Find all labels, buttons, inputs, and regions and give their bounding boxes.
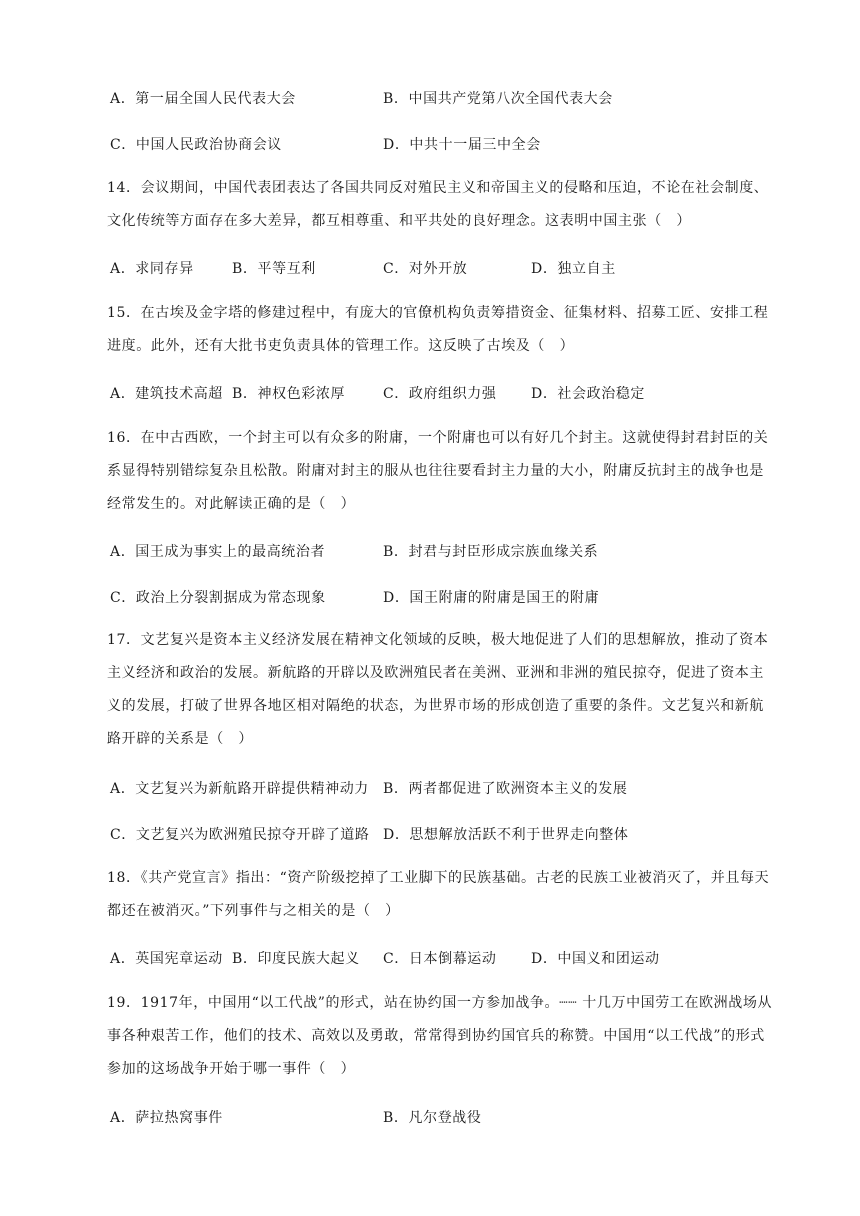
q16-option-c[interactable]: C．政治上分裂割据成为常态现象 [110,590,326,606]
q16-option-d[interactable]: D．国王附庸的附庸是国王的附庸 [383,590,600,606]
q17-option-b[interactable]: B．两者都促进了欧洲资本主义的发展 [383,781,628,797]
q15-option-a[interactable]: A．建筑技术高超 [110,386,223,402]
q16-option-b[interactable]: B．封君与封臣形成宗族血缘关系 [383,544,599,560]
q14-option-c[interactable]: C．对外开放 [383,261,468,277]
q15-option-c[interactable]: C．政府组织力强 [383,386,497,402]
q19-option-b[interactable]: B．凡尔登战役 [383,1110,482,1126]
q16-option-a[interactable]: A．国王成为事实上的最高统治者 [110,544,326,560]
q16-options-row2 [110,587,790,609]
q18-option-d[interactable]: D．中国义和团运动 [531,951,660,967]
q13-option-b[interactable]: B．中国共产党第八次全国代表大会 [383,91,613,107]
q19-option-a[interactable]: A．萨拉热窝事件 [110,1110,223,1126]
q18-option-b[interactable]: B．印度民族大起义 [232,951,360,967]
q17-option-c[interactable]: C．文艺复兴为欧洲殖民掠夺开辟了道路 [110,827,370,843]
q13-options-row2 [110,134,790,156]
q13-options [110,88,790,110]
q15-stem: 15．在古埃及金字塔的修建过程中，有庞大的官僚机构负责筹措资金、征集材料、招募工匠、安排工程进度。此外，还有大批书吏负责具体的管理工作。这反映了古埃及（ ） [107,305,769,354]
q13-option-d[interactable]: D．中共十一届三中全会 [383,137,541,153]
q15-option-d[interactable]: D．社会政治稳定 [531,386,646,402]
q14-option-d[interactable]: D．独立自主 [531,261,616,277]
q17-stem: 17．文艺复兴是资本主义经济发展在精神文化领域的反映，极大地促进了人们的思想解放，推动了资本主义经济和政治的发展。新航路的开辟以及欧洲殖民者在美洲、亚洲和非洲的殖民掠夺，促进了资本主义的发展，打破了世界各地区相对隔绝的状态，为世界市场的形成创造了重要的条件。文艺复兴和新航路开辟的关系是（ ） [107,632,769,747]
q13-option-c[interactable]: C．中国人民政治协商会议 [110,137,282,153]
q17-options [110,778,790,800]
q15-option-b[interactable]: B．神权色彩浓厚 [232,386,346,402]
q17-options-row2 [110,824,790,846]
q18-option-a[interactable]: A．英国宪章运动 [110,951,223,967]
q18-option-c[interactable]: C．日本倒幕运动 [383,951,497,967]
q13-option-a[interactable]: A．第一届全国人民代表大会 [110,91,296,107]
q14-option-b[interactable]: B．平等互利 [232,261,316,277]
q17-option-a[interactable]: A．文艺复兴为新航路开辟提供精神动力 [110,781,369,797]
q16-options [110,541,790,563]
q18-stem: 18．《共产党宣言》指出：“资产阶级挖掉了工业脚下的民族基础。古老的民族工业被消灭了，并且每天都还在被消灭。”下列事件与之相关的是（ ） [107,870,770,919]
q19-options [110,1107,790,1129]
q14-stem: 14．会议期间，中国代表团表达了各国共同反对殖民主义和帝国主义的侵略和压迫，不论在社会制度、文化传统等方面存在多大差异，都互相尊重、和平共处的良好理念。这表明中国主张（ ） [107,180,769,229]
q15-options [110,383,790,405]
q16-stem: 16．在中古西欧，一个封主可以有众多的附庸，一个附庸也可以有好几个封主。这就使得封君封臣的关系显得特别错综复杂且松散。附庸对封主的服从也往往要看封主力量的大小，附庸反抗封主的战争也是经常发生的。对此解读正确的是（ ） [107,430,769,512]
q14-options [110,258,790,280]
q14-option-a[interactable]: A．求同存异 [110,261,194,277]
q17-option-d[interactable]: D．思想解放活跃不利于世界走向整体 [383,827,629,843]
q18-options [110,948,790,970]
q19-stem: 19．1917年，中国用“以工代战”的形式，站在协约国一方参加战争。┈┈ 十几万中国劳工在欧洲战场从事各种艰苦工作，他们的技术、高效以及勇敢，常常得到协约国官兵的称赞。中国用“以工代战”的形式参加的这场战争开始于哪一事件（ ） [107,995,773,1077]
